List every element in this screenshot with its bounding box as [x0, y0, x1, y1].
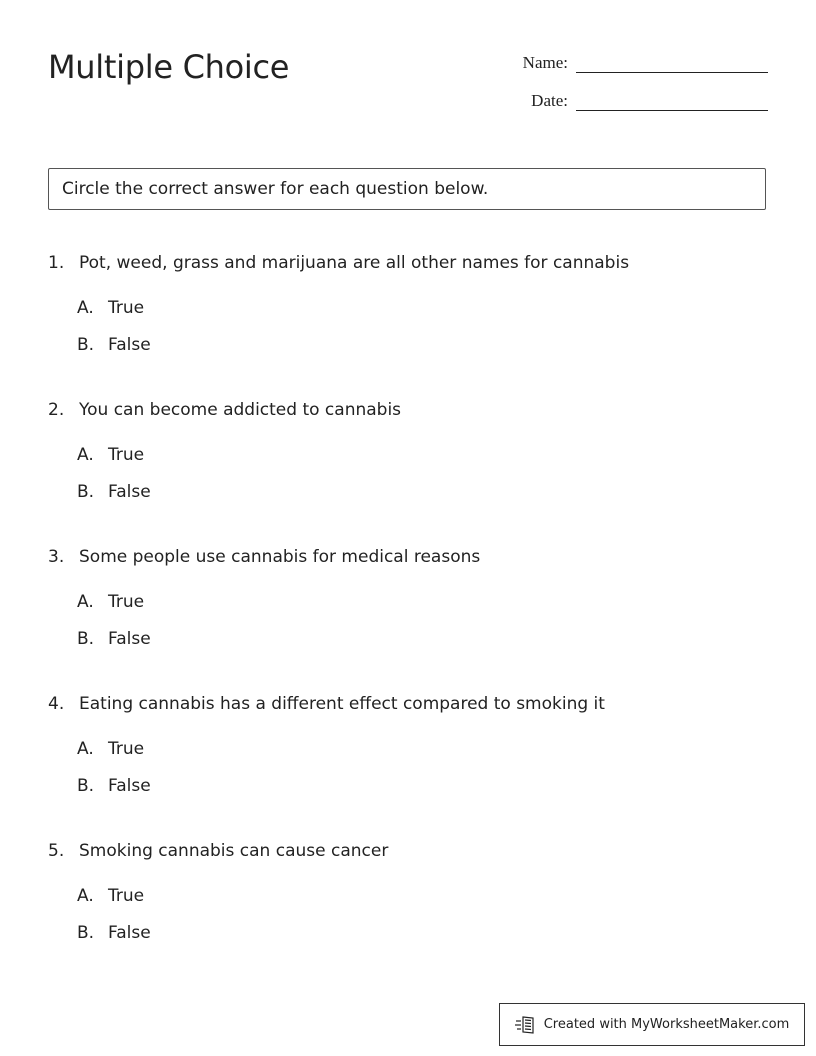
option-letter: B.: [77, 923, 95, 943]
answer-options: [77, 590, 768, 664]
option-letter: B.: [77, 629, 95, 649]
date-field: [531, 90, 768, 111]
question-3: [48, 545, 768, 692]
question-text: You can become addicted to cannabis: [79, 400, 402, 420]
question-text: Some people use cannabis for medical reasons: [79, 547, 481, 567]
footer-credit-text: Created with MyWorksheetMaker.com: [543, 1017, 790, 1032]
question-number: 4.: [48, 694, 65, 714]
option-text: True: [108, 739, 145, 759]
answer-options: [77, 443, 768, 517]
option-letter: A.: [77, 445, 94, 465]
option-letter: A.: [77, 739, 94, 759]
answer-option-a[interactable]: [77, 590, 768, 627]
option-letter: B.: [77, 482, 95, 502]
instructions-text: Circle the correct answer for each question below.: [62, 179, 489, 199]
answer-option-b[interactable]: [77, 333, 768, 370]
footer-credit-badge[interactable]: [499, 1003, 805, 1046]
option-text: False: [108, 629, 151, 649]
worksheet-maker-logo-icon: [515, 1015, 537, 1035]
answer-option-a[interactable]: [77, 737, 768, 774]
page-title: Multiple Choice: [48, 48, 290, 86]
option-letter: B.: [77, 335, 95, 355]
option-letter: B.: [77, 776, 95, 796]
option-letter: A.: [77, 886, 94, 906]
question-5: [48, 839, 768, 986]
answer-option-b[interactable]: [77, 480, 768, 517]
question-text: Eating cannabis has a different effect compared to smoking it: [79, 694, 605, 714]
answer-option-a[interactable]: [77, 296, 768, 333]
option-text: True: [108, 445, 145, 465]
option-text: True: [108, 592, 145, 612]
date-line: [576, 90, 768, 111]
answer-options: [77, 737, 768, 811]
question-4: [48, 692, 768, 839]
option-text: True: [108, 298, 145, 318]
answer-option-b[interactable]: [77, 921, 768, 958]
answer-options: [77, 296, 768, 370]
option-letter: A.: [77, 298, 94, 318]
answer-option-b[interactable]: [77, 627, 768, 664]
option-text: True: [108, 886, 145, 906]
name-field: [523, 52, 768, 73]
question-2: [48, 398, 768, 545]
question-1: [48, 251, 768, 398]
answer-option-a[interactable]: [77, 443, 768, 480]
answer-option-a[interactable]: [77, 884, 768, 921]
question-text: Pot, weed, grass and marijuana are all other names for cannabis: [79, 253, 630, 273]
question-number: 2.: [48, 400, 65, 420]
date-label: Date:: [531, 91, 568, 110]
name-line: [576, 52, 768, 73]
question-number: 1.: [48, 253, 65, 273]
option-text: False: [108, 776, 151, 796]
option-text: False: [108, 923, 151, 943]
question-number: 3.: [48, 547, 65, 567]
question-number: 5.: [48, 841, 65, 861]
question-list: [48, 251, 768, 986]
question-text: Smoking cannabis can cause cancer: [79, 841, 389, 861]
answer-options: [77, 884, 768, 958]
answer-option-b[interactable]: [77, 774, 768, 811]
instructions-box: [48, 168, 766, 210]
option-text: False: [108, 482, 151, 502]
option-letter: A.: [77, 592, 94, 612]
option-text: False: [108, 335, 151, 355]
name-label: Name:: [522, 53, 568, 72]
